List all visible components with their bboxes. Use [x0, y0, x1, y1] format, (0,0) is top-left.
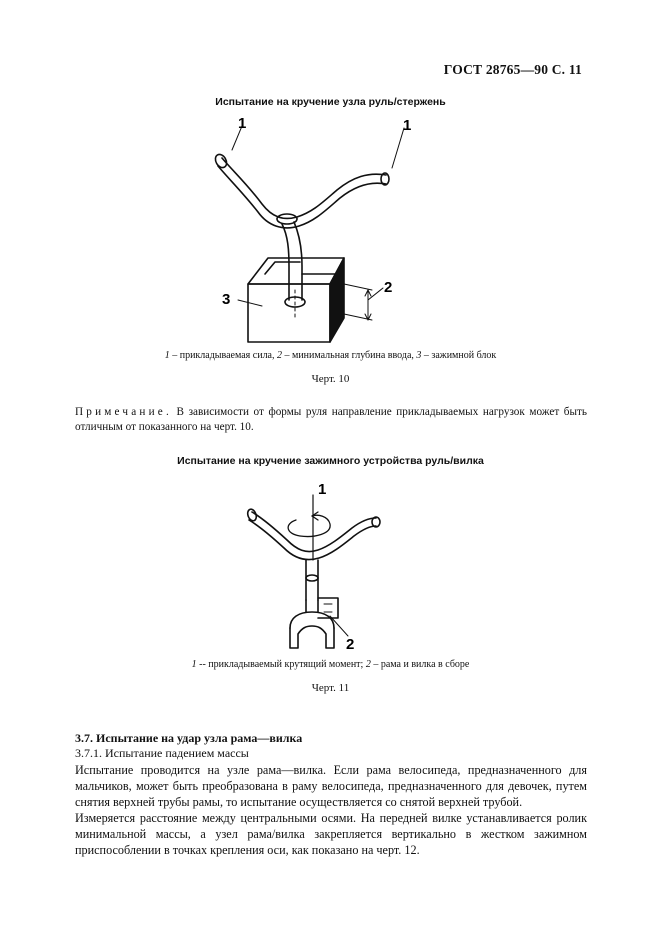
legend-text: -- прикладываемый крутящий момент; — [196, 659, 366, 670]
legend-num: 1 — [191, 659, 197, 670]
legend-text: – зажимной блок — [421, 350, 497, 361]
section-heading: 3.7. Испытание на удар узла рама—вилка — [75, 731, 303, 745]
paragraph-2-text: Измеряется расстояние между центральными осями. На передней вилке устанавливается ролик минимальной массы, а узел рама/вилка закрепляется вертикально в жестком зажимном приспособлении в точках крепления оси, как показано на черт. 12. — [75, 811, 587, 857]
note-text: В зависимости от формы руля направление прикладываемых нагрузок может быть отличным от показанного на черт. 10. — [75, 406, 587, 433]
legend-text: – прикладываемая сила, — [169, 350, 277, 361]
figure-11-caption: Черт. 11 — [311, 682, 350, 694]
legend-text: – минимальная глубина ввода, — [282, 350, 417, 361]
paragraph-2 — [75, 810, 587, 858]
paragraph-1 — [75, 762, 587, 810]
fig10-label-2: 2 — [384, 279, 393, 296]
subsection-heading: 3.7.1. Испытание падением массы — [75, 746, 249, 760]
legend-text: – рама и вилка в сборе — [370, 659, 470, 670]
fig11-label-2: 2 — [346, 636, 355, 653]
fig10-label-1-right: 1 — [403, 117, 412, 134]
legend-num: 2 — [277, 350, 282, 361]
legend-num: 1 — [164, 350, 170, 361]
legend-num: 3 — [416, 350, 422, 361]
page-header: ГОСТ 28765—90 С. 11 — [443, 62, 582, 77]
legend-num: 2 — [365, 659, 371, 670]
paragraph-1-text: Испытание проводится на узле рама—вилка. Если рама велосипеда, предназначенного для мальчиков, может быть преобразована в раму велосипеда, предназначенного для девочек, путем снятия верхней трубы рамы, то испытание осуществляется со снятой верхней трубой. — [75, 763, 587, 809]
fig10-label-1-left: 1 — [238, 115, 247, 132]
fig11-label-1: 1 — [318, 481, 327, 498]
figure-10-caption: Черт. 10 — [311, 373, 350, 385]
note-lead: Примечание. — [75, 406, 172, 418]
figure-10-title: Испытание на кручение узла руль/стержень — [215, 96, 446, 108]
figure-11-legend — [0, 659, 661, 670]
figure-11-title: Испытание на кручение зажимного устройства руль/вилка — [177, 455, 484, 467]
fig10-label-3: 3 — [222, 291, 231, 308]
